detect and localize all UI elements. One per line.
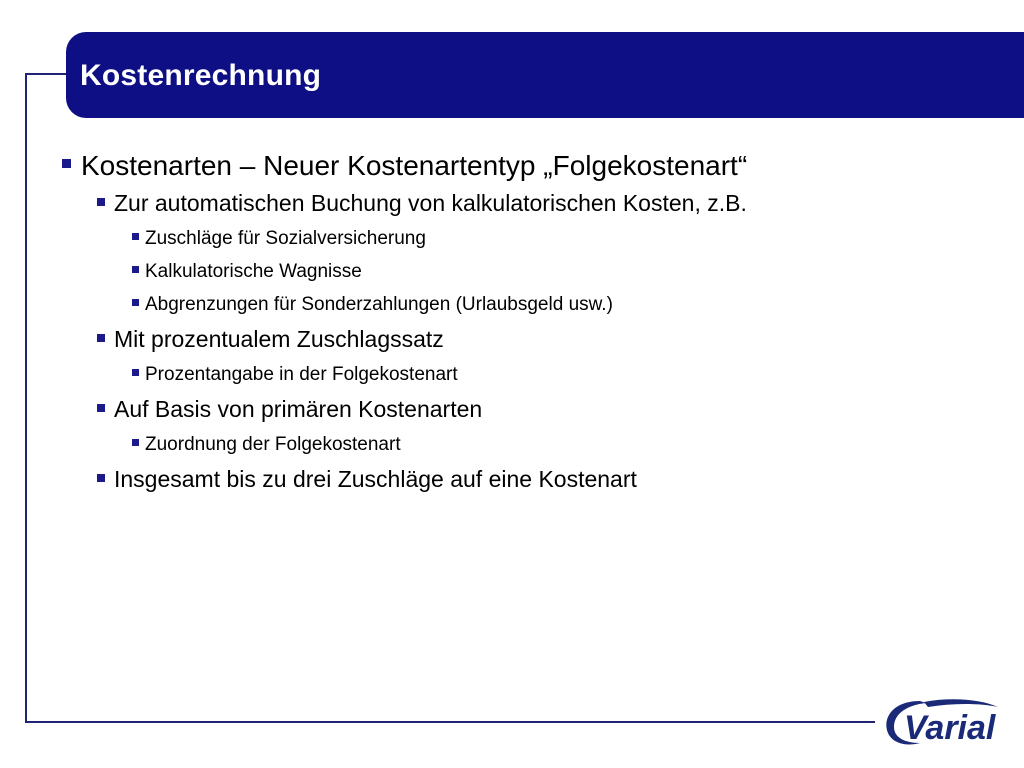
square-bullet-icon <box>97 404 105 412</box>
square-bullet-icon <box>132 439 139 446</box>
square-bullet-icon <box>132 233 139 240</box>
bullet-list <box>62 150 1002 493</box>
varial-logo-icon <box>880 693 1006 749</box>
list-item <box>132 364 1002 386</box>
varial-logo <box>880 693 1006 749</box>
frame-line-bottom <box>25 721 875 723</box>
square-bullet-icon <box>97 334 105 342</box>
square-bullet-icon <box>97 474 105 482</box>
list-item-text: Kalkulatorische Wagnisse <box>145 261 362 282</box>
logo-text: Varial <box>904 709 996 747</box>
list-item-text: Insgesamt bis zu drei Zuschläge auf eine Kostenart <box>114 466 637 492</box>
list-item-text: Prozentangabe in der Folgekostenart <box>145 364 458 385</box>
list-item-text: Zur automatischen Buchung von kalkulatorischen Kosten, z.B. <box>114 190 747 216</box>
square-bullet-icon <box>97 198 105 206</box>
list-item <box>132 228 1002 250</box>
square-bullet-icon <box>132 369 139 376</box>
list-item-text: Auf Basis von primären Kostenarten <box>114 396 483 422</box>
list-item-text: Zuordnung der Folgekostenart <box>145 434 401 455</box>
list-item <box>132 294 1002 316</box>
square-bullet-icon <box>132 266 139 273</box>
list-item <box>132 261 1002 283</box>
title-bar <box>66 32 1024 118</box>
list-item-text: Abgrenzungen für Sonderzahlungen (Urlaubsgeld usw.) <box>145 294 613 315</box>
list-item-text: Mit prozentualem Zuschlagssatz <box>114 326 444 352</box>
list-item <box>97 190 1002 217</box>
list-item <box>97 326 1002 353</box>
list-item <box>97 396 1002 423</box>
list-item <box>132 434 1002 456</box>
frame-line-left <box>25 73 27 723</box>
list-item <box>62 150 1002 182</box>
list-item <box>97 466 1002 493</box>
square-bullet-icon <box>132 299 139 306</box>
square-bullet-icon <box>62 159 71 168</box>
slide-title: Kostenrechnung <box>80 59 322 92</box>
list-item-text: Zuschläge für Sozialversicherung <box>145 228 426 249</box>
list-item-text: Kostenarten – Neuer Kostenartentyp „Folgekostenart“ <box>81 150 748 181</box>
